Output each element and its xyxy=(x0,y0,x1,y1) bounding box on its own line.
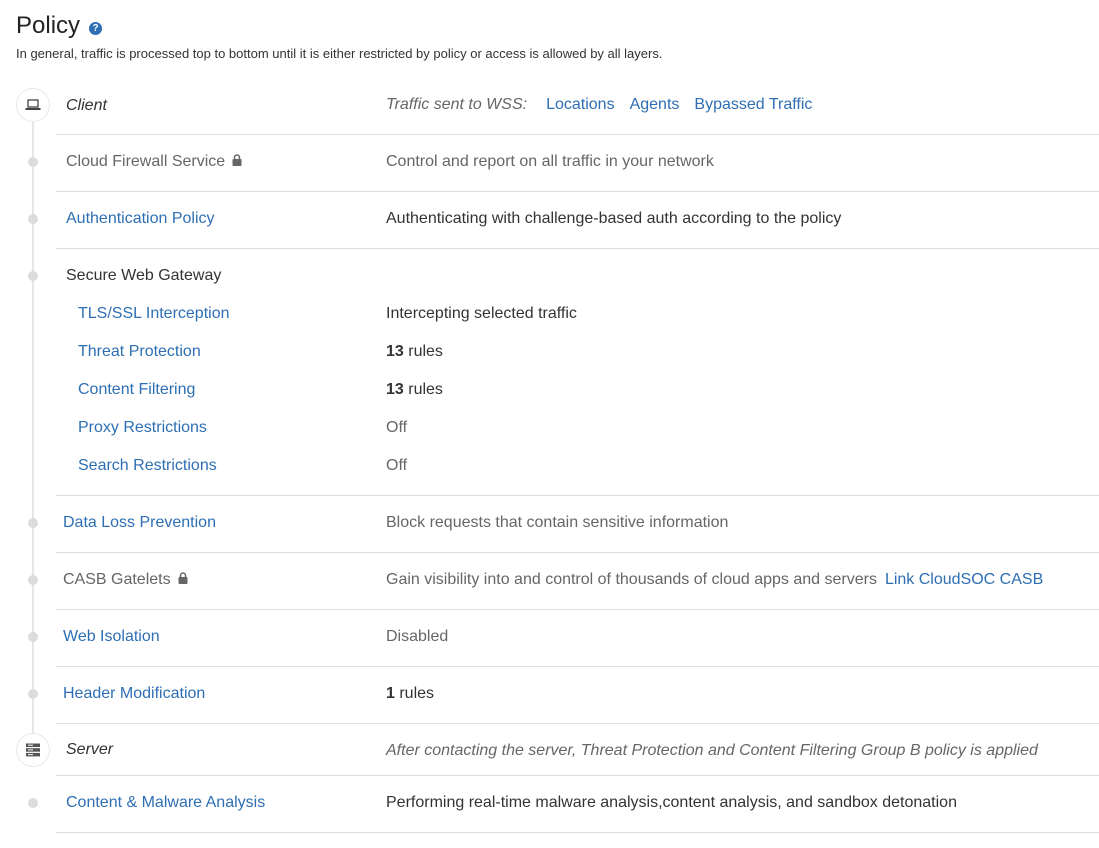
swg-row xyxy=(56,249,1099,496)
authentication-policy-link[interactable]: Authentication Policy xyxy=(66,210,215,227)
web-isolation-link[interactable]: Web Isolation xyxy=(63,628,160,645)
rule-count: 13 xyxy=(386,343,404,360)
timeline-dot xyxy=(28,157,38,167)
authentication-row xyxy=(56,192,1099,249)
agents-link[interactable]: Agents xyxy=(629,96,680,113)
malware-analysis-desc: Performing real-time malware analysis,content analysis, and sandbox detonation xyxy=(386,794,957,811)
client-row xyxy=(56,80,1099,135)
timeline-dot xyxy=(28,798,38,808)
bypassed-traffic-link[interactable]: Bypassed Traffic xyxy=(694,96,813,113)
locations-link[interactable]: Locations xyxy=(546,96,615,113)
timeline-dot xyxy=(28,214,38,224)
server-icon xyxy=(16,733,50,767)
search-restrictions-status: Off xyxy=(386,457,408,474)
page-header xyxy=(16,12,662,61)
content-filtering-rules xyxy=(386,380,443,400)
rule-suffix: rules xyxy=(394,685,435,702)
authentication-desc: Authenticating with challenge-based auth according to the policy xyxy=(386,210,842,227)
header-modification-row xyxy=(56,667,1099,724)
cloud-firewall-desc: Control and report on all traffic in your network xyxy=(386,153,714,170)
traffic-sent-label: Traffic sent to WSS: xyxy=(386,96,528,113)
casb-desc-wrap xyxy=(386,570,1043,590)
client-traffic xyxy=(386,95,812,115)
content-filtering-link[interactable]: Content Filtering xyxy=(78,381,196,398)
timeline-dot xyxy=(28,518,38,528)
dlp-desc: Block requests that contain sensitive information xyxy=(386,514,729,531)
web-isolation-row xyxy=(56,610,1099,667)
server-row xyxy=(56,724,1099,776)
policy-timeline xyxy=(32,100,34,750)
page-title: Policy xyxy=(16,12,81,39)
rule-suffix: rules xyxy=(403,381,443,398)
cloud-firewall-label xyxy=(66,152,242,172)
page-subtitle: In general, traffic is processed top to bottom until it is either restricted by policy or access is allowed by all layers. xyxy=(16,46,663,61)
search-restrictions-link[interactable]: Search Restrictions xyxy=(78,457,217,474)
timeline-dot xyxy=(28,575,38,585)
timeline-dot xyxy=(28,271,38,281)
header-modification-rules xyxy=(386,684,434,704)
server-desc: After contacting the server, Threat Protection and Content Filtering Group B policy is applied xyxy=(386,742,1038,759)
help-icon[interactable]: ? xyxy=(89,22,102,35)
malware-analysis-row xyxy=(56,776,1099,833)
threat-protection-rules xyxy=(386,342,443,362)
casb-row xyxy=(56,553,1099,610)
proxy-restrictions-link[interactable]: Proxy Restrictions xyxy=(78,419,207,436)
timeline-dot xyxy=(28,632,38,642)
content-malware-analysis-link[interactable]: Content & Malware Analysis xyxy=(66,794,266,811)
casb-text: CASB Gatelets xyxy=(63,571,171,588)
laptop-icon xyxy=(16,88,50,122)
threat-protection-link[interactable]: Threat Protection xyxy=(78,343,201,360)
lock-icon xyxy=(178,570,188,590)
tls-ssl-interception-link[interactable]: TLS/SSL Interception xyxy=(78,305,230,322)
rule-suffix: rules xyxy=(403,343,443,360)
header-modification-link[interactable]: Header Modification xyxy=(63,685,206,702)
swg-label: Secure Web Gateway xyxy=(66,267,222,284)
data-loss-prevention-link[interactable]: Data Loss Prevention xyxy=(63,514,216,531)
web-isolation-status: Disabled xyxy=(386,628,449,645)
casb-label xyxy=(63,570,188,590)
proxy-restrictions-status: Off xyxy=(386,419,408,436)
rule-count: 13 xyxy=(386,381,404,398)
lock-icon xyxy=(232,152,242,172)
cloud-firewall-text: Cloud Firewall Service xyxy=(66,153,226,170)
rule-count: 1 xyxy=(386,685,395,702)
casb-desc: Gain visibility into and control of thousands of cloud apps and servers xyxy=(386,571,877,588)
tls-ssl-desc: Intercepting selected traffic xyxy=(386,305,577,322)
timeline-dot xyxy=(28,689,38,699)
cloud-firewall-row xyxy=(56,135,1099,192)
dlp-row xyxy=(56,496,1099,553)
server-label: Server xyxy=(66,741,114,758)
client-label: Client xyxy=(66,97,107,114)
link-cloudsoc-casb-link[interactable]: Link CloudSOC CASB xyxy=(884,571,1044,588)
